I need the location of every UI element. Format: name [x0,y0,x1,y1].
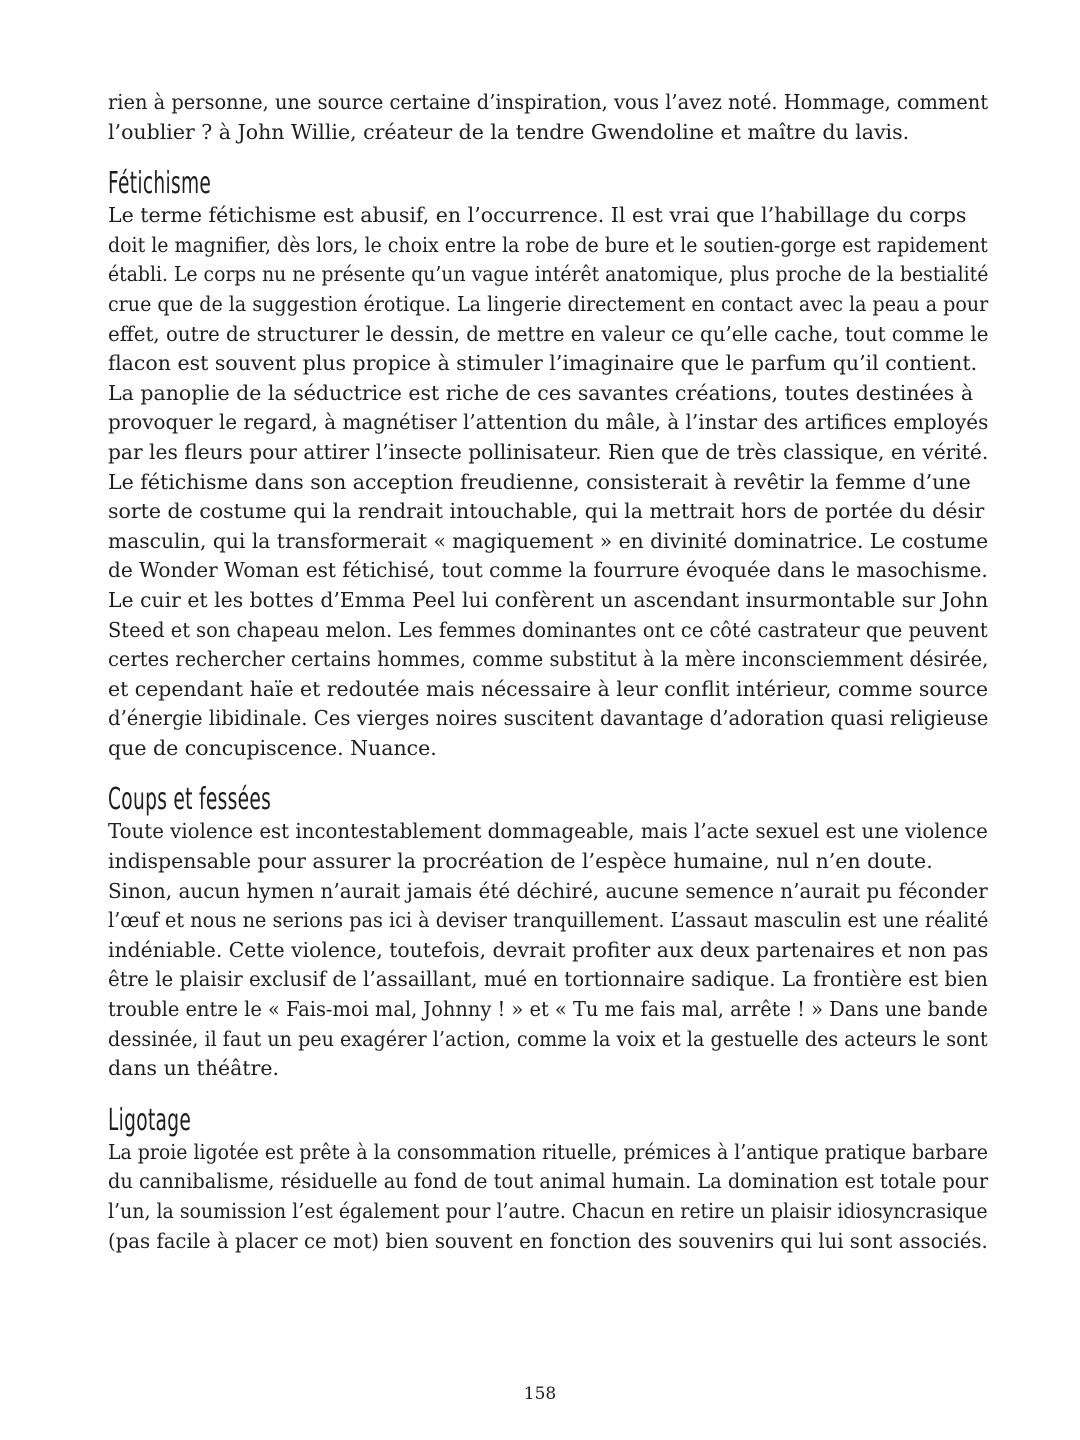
text-line: Le cuir et les bottes d’Emma Peel lui confèrent un ascendant insurmontable sur John [108,587,989,612]
section-heading-coups-et-fessees: Coups et fessées [108,782,272,818]
text-line: certes rechercher certains hommes, comme substitut à la mère inconsciemment désirée, [108,647,989,672]
intro-paragraph [108,88,988,147]
section-paragraph-fetichisme [108,201,988,763]
text-line: de Wonder Woman est fétichisé, tout comme la fourrure évoquée dans le masochisme. [108,558,988,583]
text-line: d’énergie libidinale. Ces vierges noires suscitent davantage d’adoration quasi religieuse [108,706,989,731]
text-line: être le plaisir exclusif de l’assaillant, mué en tortionnaire sadique. La frontière est bien [108,967,988,992]
text-line: masculin, qui la transformerait « magiquement » en divinité dominatrice. Le costume [108,528,989,553]
text-line: dans un théâtre. [108,1056,279,1081]
text-line: Steed et son chapeau melon. Les femmes dominantes ont ce côté castrateur que peuvent [108,617,988,642]
text-line: trouble entre le « Fais-moi mal, Johnny ! » et « Tu me fais mal, arrête ! » Dans une bande [108,997,988,1022]
text-line: dessinée, il faut un peu exagérer l’action, comme la voix et la gestuelle des acteurs le sont [108,1026,988,1051]
text-line: et cependant haïe et redoutée mais nécessaire à leur conflit intérieur, comme source [108,676,989,701]
section-heading-fetichisme: Fétichisme [108,166,212,202]
text-line: par les fleurs pour attirer l’insecte pollinisateur. Rien que de très classique, en vérité. [108,439,989,464]
text-line: indéniable. Cette violence, toutefois, devrait profiter aux deux partenaires et non pas [108,937,989,962]
page-number: 158 [523,1384,557,1404]
text-line: que de concupiscence. Nuance. [108,735,437,760]
text-line: Le fétichisme dans son acception freudienne, consisterait à revêtir la femme d’une [108,469,971,494]
section-paragraph-coups-et-fessees [108,817,988,1083]
text-line: l’œuf et nous ne serions pas ici à deviser tranquillement. L’assaut masculin est une réalité [108,908,989,933]
text-line: (pas facile à placer ce mot) bien souvent en fonction des souvenirs qui lui sont associés. [108,1228,988,1253]
text-line: flacon est souvent plus propice à stimuler l’imaginaire que le parfum qu’il contient. [108,351,978,376]
page-body [108,88,988,1256]
text-line: l’un, la soumission l’est également pour l’autre. Chacun en retire un plaisir idiosyncrasique [108,1199,988,1223]
text-line: sorte de costume qui la rendrait intouchable, qui la mettrait hors de portée du désir [108,499,985,524]
text-line: effet, outre de structurer le dessin, de mettre en valeur ce qu’elle cache, tout comme le [108,321,989,346]
text-line: établi. Le corps nu ne présente qu’un vague intérêt anatomique, plus proche de la bestialité [108,262,989,287]
text-line: Sinon, aucun hymen n’aurait jamais été déchiré, aucune semence n’aurait pu féconder [108,878,988,903]
text-line: La panoplie de la séductrice est riche de ces savantes créations, toutes destinées à [108,380,974,405]
text-line: crue que de la suggestion érotique. La lingerie directement en contact avec la peau a pour [108,291,989,316]
section-heading-ligotage: Ligotage [108,1102,192,1138]
text-line: indispensable pour assurer la procréation de l’espèce humaine, nul n’en doute. [108,849,933,874]
text-line: Le terme fétichisme est abusif, en l’occurrence. Il est vrai que l’habillage du corps [108,203,967,228]
text-line: provoquer le regard, à magnétiser l’attention du mâle, à l’instar des artifices employés [108,410,989,435]
text-line: doit le magnifier, dès lors, le choix entre la robe de bure et le soutien-gorge est rapidement [108,232,988,257]
text-line: l’oublier ? à John Willie, créateur de la tendre Gwendoline et maître du lavis. [108,119,910,144]
section-paragraph-ligotage [108,1138,988,1256]
text-line: Toute violence est incontestablement dommageable, mais l’acte sexuel est une violence [108,819,988,844]
text-line: rien à personne, une source certaine d’inspiration, vous l’avez noté. Hommage, comment [108,90,989,114]
text-line: du cannibalisme, résiduelle au fond de tout animal humain. La domination est totale pour [108,1169,989,1194]
text-line: La proie ligotée est prête à la consommation rituelle, prémices à l’antique pratique barbare [108,1139,988,1164]
